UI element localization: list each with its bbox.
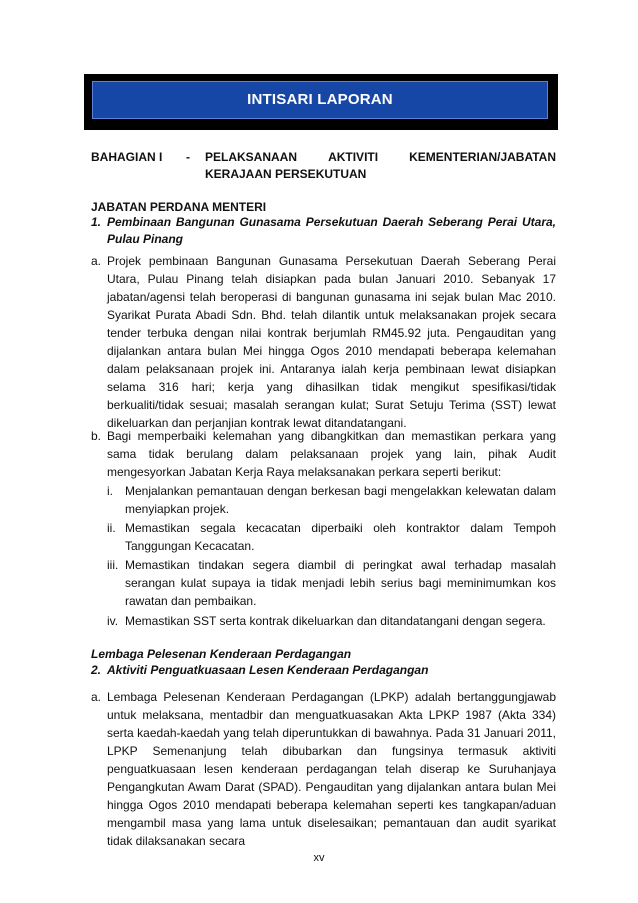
recommendation-marker: ii.: [107, 521, 116, 535]
paragraph-2a: [91, 688, 556, 850]
item-1-title: [91, 214, 556, 248]
banner-title: INTISARI LAPORAN: [247, 90, 393, 108]
recommendation-item: [107, 556, 556, 610]
item-title-text: Pembinaan Bangunan Gunasama Persekutuan Daerah Seberang Perai Utara, Pulau Pinang: [107, 215, 556, 246]
paragraph-text: Bagi memperbaiki kelemahan yang dibangkitkan dan memastikan perkara yang sama tidak berulang dalam pelaksanaan projek yang lain, pihak Audit mengesyorkan Jabatan Kerja Raya melaksanakan perkara seperti berikut:: [107, 429, 556, 479]
recommendation-item: [107, 482, 556, 518]
section-title-word: AKTIVITI: [328, 150, 379, 164]
recommendation-marker: i.: [107, 484, 113, 498]
report-banner-inner: [92, 81, 548, 119]
item-title-text: Aktiviti Penguatkuasaan Lesen Kenderaan Perdagangan: [107, 663, 429, 677]
section-title: [205, 149, 556, 183]
recommendation-text: Memastikan tindakan segera diambil di peringkat awal terhadap masalah serangan kulat supaya ia tidak menjadi lebih serius bagi meminimumkan kos rawatan dan pembaikan.: [125, 558, 556, 608]
recommendation-marker: iii.: [107, 558, 119, 572]
section-title-word: PELAKSANAAN: [205, 150, 298, 164]
paragraph-text: Lembaga Pelesenan Kenderaan Perdagangan (LPKP) adalah bertanggungjawab untuk melaksana, mentadbir dan menguatkuasakan Akta LPKP 1987 (Akta 334) serta kaedah-kaedah yang telah diperuntukkan di bawahnya. Pada 31 Januari 2011, LPKP Semenanjung telah dibubarkan dan fungsinya termasuk aktiviti penguatkuasaan lesen kenderaan perdagangan telah diserap ke Suruhanjaya Pengangkutan Awam Darat (SPAD). Pengauditan yang dijalankan antara bulan Mei hingga Ogos 2010 mendapati beberapa kelemahan seperti kes tangkapan/aduan mengambil masa yang lama untuk diselesaikan; pemantauan dan audit syarikat tidak dilaksanakan secara: [107, 690, 556, 848]
paragraph-marker: b.: [91, 429, 102, 443]
report-banner: [84, 74, 558, 130]
recommendation-marker: iv.: [107, 614, 119, 628]
section-title-word: KEMENTERIAN/JABATAN: [409, 150, 556, 164]
section-title-line2: KERAJAAN PERSEKUTUAN: [205, 167, 367, 181]
recommendation-text: Memastikan segala kecacatan diperbaiki oleh kontraktor dalam Tempoh Tanggungan Kecacatan.: [125, 521, 556, 553]
ministry-heading: JABATAN PERDANA MENTERI: [91, 200, 267, 214]
recommendation-text: Memastikan SST serta kontrak dikeluarkan dan ditandatangani dengan segera.: [125, 614, 546, 628]
paragraph-marker: a.: [91, 254, 102, 268]
recommendation-item: [107, 519, 556, 555]
section-label: BAHAGIAN I: [91, 150, 163, 164]
paragraph-text: Projek pembinaan Bangunan Gunasama Persekutuan Daerah Seberang Perai Utara, Pulau Pinang telah disiapkan pada bulan Januari 2010. Sebanyak 17 jabatan/agensi telah beroperasi di bangunan gunasama ini sejak bulan Mac 2010. Syarikat Purata Abadi Sdn. Bhd. telah dilantik untuk melaksanakan projek secara tender terbuka dengan nilai kontrak berjumlah RM45.92 juta. Pengauditan yang dijalankan antara bulan Mei hingga Ogos 2010 mendapati beberapa kelemahan dalam pelaksanaan projek ini. Antaranya ialah kerja pembinaan lewat disiapkan selama 316 hari; kerja yang dihasilkan tidak mengikut spesifikasi/tidak berkualiti/tidak sesuai; masalah serangan kulat; Surat Setuju Terima (SST) lewat dikeluarkan dan perjanjian kontrak lewat ditandatangani.: [107, 254, 556, 430]
agency-heading: Lembaga Pelesenan Kenderaan Perdagangan: [91, 647, 352, 661]
section-title-line1: [205, 149, 556, 166]
item-2-title: [91, 662, 556, 679]
section-dash: -: [186, 150, 190, 164]
paragraph-1a: [91, 252, 556, 432]
paragraph-1b: [91, 427, 556, 481]
recommendation-text: Menjalankan pemantauan dengan berkesan bagi mengelakkan kelewatan dalam menyiapkan projek.: [125, 484, 556, 516]
item-number: 1.: [91, 215, 102, 229]
item-number: 2.: [91, 663, 102, 677]
recommendation-item: [107, 612, 556, 630]
page-number: xv: [313, 852, 325, 864]
paragraph-marker: a.: [91, 690, 102, 704]
